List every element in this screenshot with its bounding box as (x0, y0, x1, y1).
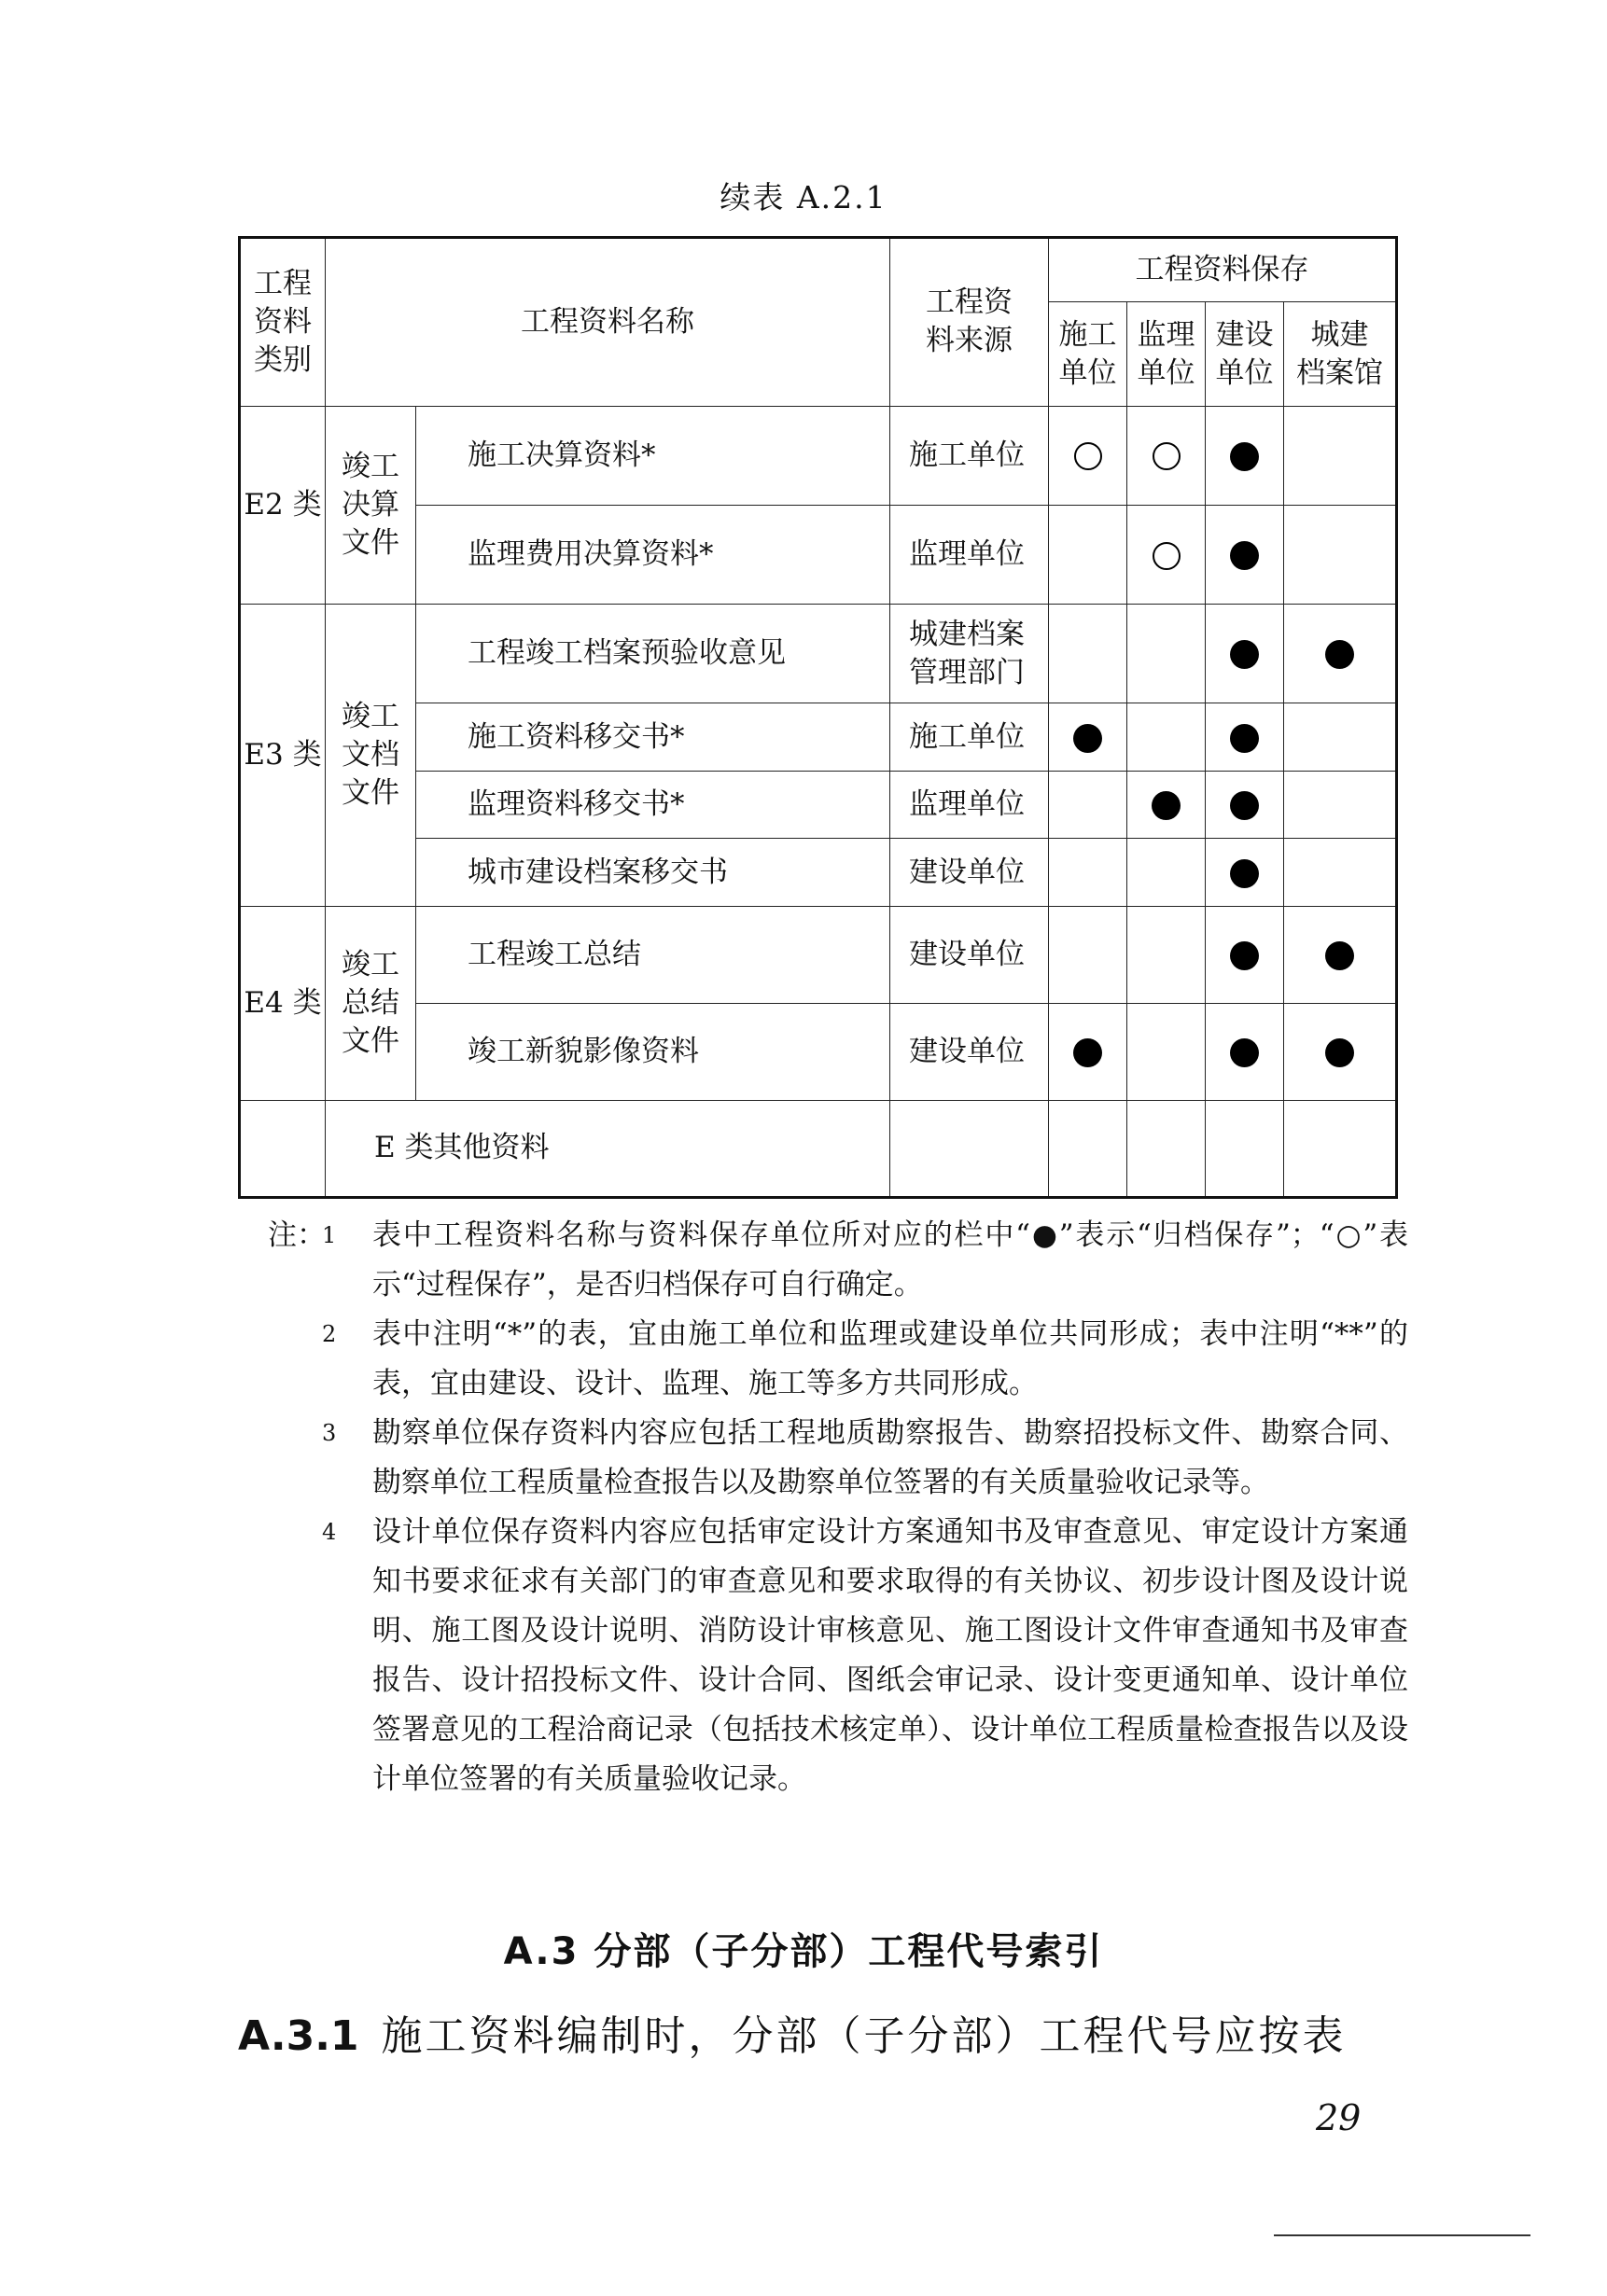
archive-mark (1230, 1038, 1259, 1067)
note-text: 设计单位保存资料内容应包括审定设计方案通知书及审查意见、审定设计方案通知书要求征求有关部门的审查意见和要求取得的有关协议、初步设计图及设计说明、施工图及设计说明、消防设计审核意见、施工图设计文件审查通知书及审查报告、设计招投标文件、设计合同、图纸会审记录、设计变更通知单、设计单位签署意见的工程洽商记录（包括技术核定单）、设计单位工程质量检查报告以及设计单位签署的有关质量验收记录。 (372, 1515, 1408, 1796)
empty-cell (1127, 1100, 1206, 1197)
table-caption: 续表 A.2.1 (720, 179, 887, 216)
keep-cell (1127, 839, 1206, 907)
keep-cell (1284, 839, 1397, 907)
note-item (268, 1310, 1408, 1409)
keep-cell (1127, 505, 1206, 604)
keep-cell (1049, 406, 1127, 505)
header-unit-supervision: 监理 单位 (1127, 302, 1206, 406)
clause-text: 施工资料编制时，分部（子分部）工程代号应按表 (381, 2012, 1347, 2060)
source-cell: 城建档案 管理部门 (890, 605, 1049, 703)
archive-mark (1230, 541, 1259, 570)
keep-cell (1206, 505, 1284, 604)
keep-cell (1206, 771, 1284, 839)
keep-cell (1284, 406, 1397, 505)
keep-cell (1206, 1003, 1284, 1100)
keep-cell (1049, 1003, 1127, 1100)
keep-cell (1049, 906, 1127, 1003)
document-name-cell: 工程竣工档案预验收意见 (416, 605, 890, 703)
keep-cell (1049, 771, 1127, 839)
note-prefix (268, 1310, 322, 1409)
keep-cell (1284, 703, 1397, 772)
keep-cell (1206, 906, 1284, 1003)
keep-cell (1206, 605, 1284, 703)
header-keep: 工程资料保存 (1049, 238, 1397, 302)
archive-mark (1230, 859, 1259, 888)
archive-mark (1230, 640, 1259, 669)
archive-mark (1073, 1038, 1102, 1067)
clause-number: A.3.1 (238, 2012, 359, 2060)
document-name-cell: 城市建设档案移交书 (416, 839, 890, 907)
archive-mark (1073, 724, 1102, 753)
table-row (240, 406, 1397, 505)
table-notes (268, 1211, 1408, 1804)
document-name-cell: 工程竣工总结 (416, 906, 890, 1003)
empty-cell (890, 1100, 1049, 1197)
header-category: 工程 资料 类别 (240, 238, 326, 407)
keep-cell (1127, 406, 1206, 505)
note-prefix: 注： (268, 1218, 326, 1252)
document-name-cell: 施工决算资料* (416, 406, 890, 505)
table-row (240, 906, 1397, 1003)
category-cell-empty (240, 1100, 326, 1197)
note-prefix (268, 1409, 322, 1508)
note-item (268, 1409, 1408, 1508)
footer-rule (1274, 2234, 1530, 2236)
keep-cell (1284, 1003, 1397, 1100)
clause (238, 2002, 1414, 2062)
keep-cell (1206, 703, 1284, 772)
archive-mark (1325, 640, 1354, 669)
other-docs-cell: E 类其他资料 (326, 1100, 890, 1197)
source-cell: 施工单位 (890, 406, 1049, 505)
source-cell: 建设单位 (890, 839, 1049, 907)
archive-mark (1152, 791, 1181, 820)
subcategory-cell: 竣工 决算 文件 (326, 406, 416, 604)
keep-cell (1284, 605, 1397, 703)
document-name-cell: 施工资料移交书* (416, 703, 890, 772)
keep-cell (1127, 605, 1206, 703)
note-prefix (268, 1508, 322, 1804)
empty-cell (1206, 1100, 1284, 1197)
header-source: 工程资 料来源 (890, 238, 1049, 407)
keep-cell (1206, 406, 1284, 505)
keep-cell (1127, 771, 1206, 839)
empty-cell (1284, 1100, 1397, 1197)
archive-mark (1325, 1038, 1354, 1067)
keep-cell (1049, 605, 1127, 703)
header-unit-owner: 建设 单位 (1206, 302, 1284, 406)
process-mark (1153, 442, 1181, 470)
header-unit-construction: 施工 单位 (1049, 302, 1127, 406)
header-row (240, 238, 1397, 302)
process-mark (1153, 542, 1181, 570)
archive-mark (1230, 791, 1259, 820)
note-item (268, 1508, 1408, 1804)
keep-cell (1284, 906, 1397, 1003)
note-number: 3 (322, 1420, 337, 1446)
archive-mark (1230, 941, 1259, 970)
keep-cell (1049, 505, 1127, 604)
document-name-cell: 监理资料移交书* (416, 771, 890, 839)
archive-table (238, 236, 1398, 1199)
table-row-other (240, 1100, 1397, 1197)
category-cell: E2 类 (240, 406, 326, 604)
header-unit-archive: 城建 档案馆 (1284, 302, 1397, 406)
source-cell: 建设单位 (890, 1003, 1049, 1100)
subcategory-cell: 竣工 总结 文件 (326, 906, 416, 1100)
source-cell: 建设单位 (890, 906, 1049, 1003)
keep-cell (1284, 771, 1397, 839)
archive-mark (1325, 941, 1354, 970)
note-text: 表中注明“*”的表，宜由施工单位和监理或建设单位共同形成；表中注明“**”的表，宜由建设、设计、监理、施工等多方共同形成。 (372, 1317, 1408, 1400)
keep-cell (1127, 1003, 1206, 1100)
note-item (268, 1211, 1408, 1310)
source-cell: 监理单位 (890, 505, 1049, 604)
keep-cell (1284, 505, 1397, 604)
source-cell: 监理单位 (890, 771, 1049, 839)
note-text: 表中工程资料名称与资料保存单位所对应的栏中“●”表示“归档保存”；“○”表示“过程保存”，是否归档保存可自行确定。 (372, 1218, 1408, 1301)
document-name-cell: 竣工新貌影像资料 (416, 1003, 890, 1100)
keep-cell (1049, 839, 1127, 907)
source-cell: 施工单位 (890, 703, 1049, 772)
header-name: 工程资料名称 (326, 238, 890, 407)
process-mark (1074, 442, 1102, 470)
table-row (240, 605, 1397, 703)
keep-cell (1127, 906, 1206, 1003)
note-number: 2 (322, 1321, 337, 1347)
keep-cell (1049, 703, 1127, 772)
document-name-cell: 监理费用决算资料* (416, 505, 890, 604)
category-cell: E3 类 (240, 605, 326, 907)
note-text: 勘察单位保存资料内容应包括工程地质勘察报告、勘察招投标文件、勘察合同、勘察单位工程质量检查报告以及勘察单位签署的有关质量验收记录等。 (372, 1416, 1408, 1499)
keep-cell (1127, 703, 1206, 772)
category-cell: E4 类 (240, 906, 326, 1100)
archive-mark (1230, 724, 1259, 753)
subcategory-cell: 竣工 文档 文件 (326, 605, 416, 907)
note-number: 1 (322, 1222, 337, 1248)
page-number: 29 (1316, 2097, 1362, 2138)
empty-cell (1049, 1100, 1127, 1197)
keep-cell (1206, 839, 1284, 907)
note-number: 4 (322, 1519, 337, 1545)
section-title: A.3 分部（子分部）工程代号索引 (503, 1930, 1104, 1973)
archive-mark (1230, 442, 1259, 471)
